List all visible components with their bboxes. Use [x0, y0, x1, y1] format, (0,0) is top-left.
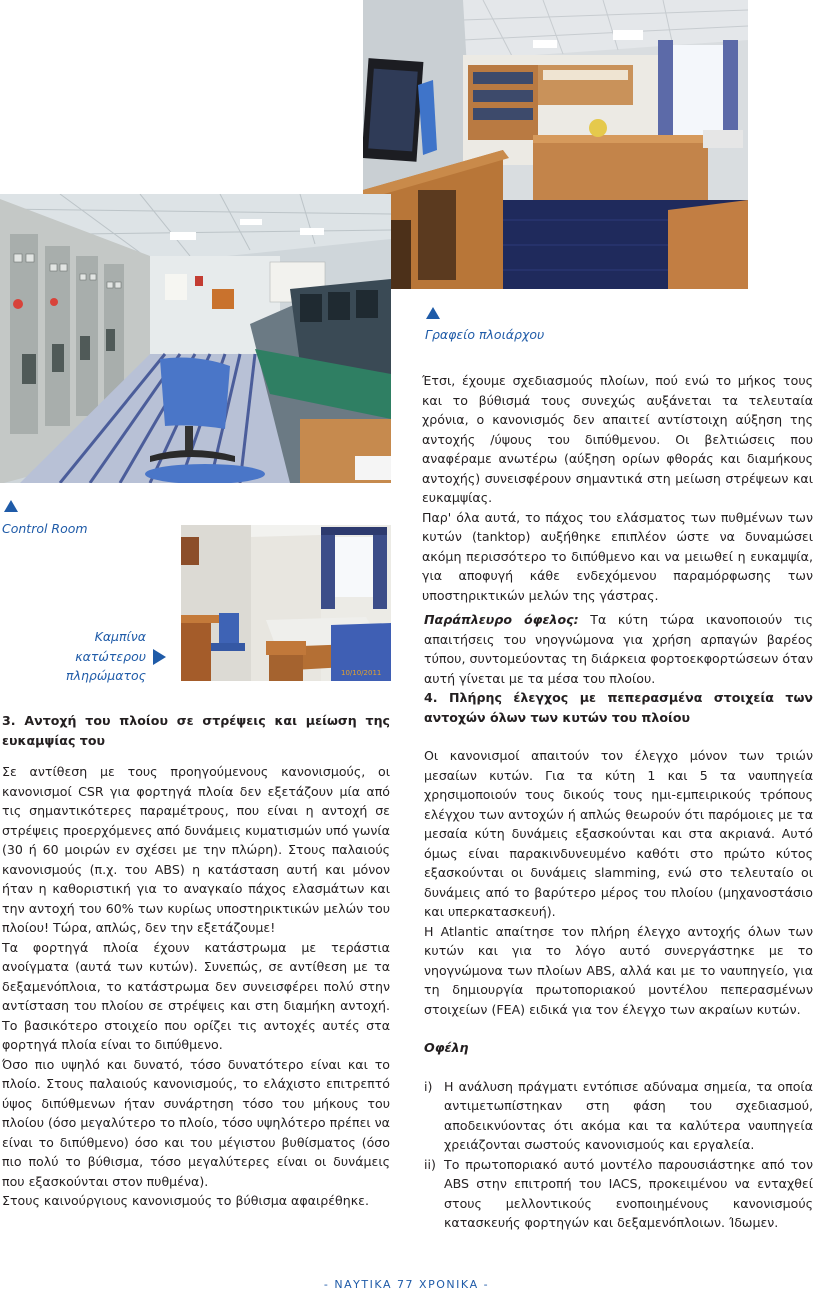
captain-office-caption: Γραφείο πλοιάρχου — [425, 327, 545, 342]
paragraph: Έτσι, έχουμε σχεδιασμούς πλοίων, πού ενώ το μήκος τους και το βύθισμά τους συνεχώς αυξάνεται τα τελευταία χρόνια, ο κανονισμός δεν απαιτεί αντίστοιχη αύξηση της αντοχής /ύψους του διπύθμενου. Οι βελτιώσεις που αναφέραμε ανωτέρω (αύξηση ορίων φθοράς και διαμήκους αντοχής) συνεισφέρουν σημαντικά στη μείωση στρέψεων και ευκαμψίας. — [422, 373, 813, 505]
section-3-heading: 3. Αντοχή του πλοίου σε στρέψεις και μείωση της ευκαμψίας του — [2, 713, 390, 748]
captain-office-photo — [363, 0, 748, 289]
paragraph: Τα φορτηγά πλοία έχουν κατάστρωμα με τεράστια ανοίγματα (αυτά των κυτών). Συνεπώς, σε αντίθεση με τα δεξαμενόπλοια, το κατάστρωμα δεν συνεισφέρει πολύ στην αντίσταση του πλοίου σε στρέψεις και στη διαμήκη αντοχή. Το βασικότερο στοιχείο που ορίζει τις αντοχές αυτές στα φορτηγά πλοία είναι το διπύθμενο. — [2, 939, 390, 1052]
paragraph: Στους καινούργιους κανονισμούς το βύθισμα αφαιρέθηκε. — [2, 1193, 369, 1208]
paragraph: Παρ' όλα αυτά, το πάχος του ελάσματος των πυθμένων των κυτών (tanktop) αυξήθηκε επιπλέον ώστε να δυναμώσει ακόμη περισσότερο το διπύθμενο και να μειωθεί η ευκαμψία, για αποφυγή κάθε ενδεχόμενου παραμόρφωσης των υποστηρικτικών μελών της γάστρας. — [422, 509, 813, 603]
list-item-number: ii) — [424, 1156, 436, 1172]
benefits-list — [424, 1077, 813, 1233]
crew-cabin-caption-line: Καμπίνα — [94, 629, 146, 644]
caption-marker-icon — [153, 649, 166, 665]
list-item-text: Το πρωτοποριακό αυτό μοντέλο παρουσιάστηκε από τον ABS στην επιτροπή του IACS, προκειμένου να ενταχθεί στους μελλοντικούς ενοποιημένους κανονισμούς κατασκευής φορτηγών και δεξαμενόπλοιων. Ίδωμεν. — [444, 1156, 813, 1230]
side-benefit-label: Παράπλευρο όφελος: — [424, 612, 579, 627]
right-column-text — [424, 610, 813, 1233]
paragraph: Σε αντίθεση με τους προηγούμενους κανονισμούς, οι κανονισμοί CSR για φορτηγά πλοία δεν εξετάζουν μία από τις σημαντικότερες παραμέτρους, που είναι η αντοχή σε στρέψεις προερχόμενες από δυνάμεις κυματισμών υπό γωνία (30 ή 60 μοιρών εν σχέσει με την πλώρη). Στους παλαιούς κανονισμούς (π.χ. του ABS) η κατάσταση αυτή και μόνον ήταν η καθοριστική για το αναγκαίο πάχος ελασμάτων και την αντοχή του 60% των κυρίως υποστηρικτικών μελών του πλοίου! Τώρα, απλώς, δεν την εξετάζουμε! — [2, 764, 390, 935]
paragraph: Όσο πιο υψηλό και δυνατό, τόσο δυνατότερο είναι και το πλοίο. Στους παλαιούς κανονισμούς, το ελάχιστο επιτρεπτό ύψος διπύθμενων ήταν συνάρτηση τόσο του μήκους του πλοίου (όσο μεγαλύτερο το πλοίο, τόσο υψηλότερο πρέπει να είναι το διπύθμενο) όσο και του μέγιστου βυθίσματος (όσο πιο πολύ το βύθισμα, τόσο μεγαλύτερες είναι οι δυνάμεις που εξασκούνται στον πυθμένα). — [2, 1056, 390, 1189]
right-top-text — [422, 371, 813, 605]
photo-timestamp: 10/10/2011 — [341, 669, 382, 677]
control-room-photo — [0, 194, 391, 483]
caption-marker-icon — [4, 500, 18, 512]
crew-cabin-caption-line: κατώτερου — [75, 648, 146, 664]
crew-cabin-photo — [181, 525, 391, 681]
list-item — [424, 1077, 813, 1155]
page-footer: - ΝΑΥΤΙΚΑ 77 ΧΡΟΝΙΚΑ - — [323, 1278, 490, 1291]
benefits-heading: Οφέλη — [424, 1040, 469, 1055]
list-item-number: i) — [424, 1078, 433, 1094]
paragraph: Οι κανονισμοί απαιτούν τον έλεγχο μόνον των τριών μεσαίων κυτών. Για τα κύτη 1 και 5 τα ναυπηγεία χρησιμοποιούν τους δικούς τους ημι-εμπειρικούς τρόπους ελέγχου των αντοχών ή απλώς θεωρούν ότι παρόμοιες με τα μεσαία κύτη δυνάμεις εξασκούνται και στα ακριανά. Αυτό όμως είναι παρακινδυνευμένο καθότι στο πρώτο κύτος εξασκούνται οι δυνάμεις slamming, ενώ στο τελευταίο οι δυνάμεις από το βαρύτερο μέρος του πλοίου (μηχανοστάσιο και υπερκατασκευή). — [424, 748, 813, 919]
crew-cabin-caption — [60, 627, 146, 686]
section-4-heading: 4. Πλήρης έλεγχος με πεπερασμένα στοιχεία των αντοχών όλων των κυτών του πλοίου — [424, 690, 813, 725]
spacer — [424, 1019, 813, 1038]
spacer — [424, 1058, 813, 1077]
crew-cabin-caption-line: πληρώματος — [66, 668, 146, 683]
side-benefit-paragraph — [424, 610, 813, 688]
caption-marker-icon — [426, 307, 440, 319]
list-item-text: Η ανάλυση πράγματι εντόπισε αδύναμα σημεία, τα οποία αντιμετωπίστηκαν στη φάση του σχεδιασμού, αποδεικνύοντας ότι ακόμα και τα καλύτερα ναυπηγεία χρειάζονται σωστούς κανονισμούς και εργαλεία. — [444, 1078, 813, 1152]
left-column-text — [2, 711, 390, 1211]
spacer — [2, 750, 390, 762]
side-benefit-text: Τα κύτη τώρα ικανοποιούν τις απαιτήσεις του νηογνώμονα για χρήση αρπαγών βαρέος τύπου, συντομεύοντας τη διάρκεια φορτοεκφορτώσεων όταν αυτή γίνεται με τα μέσα του πλοίου. — [424, 612, 813, 686]
paragraph: Η Atlantic απαίτησε τον πλήρη έλεγχο αντοχής όλων των κυτών και για το λόγο αυτό συνεργάστηκε με το νηογνώμονα των πλοίων ABS, αλλά και με το ναυπηγείο, για τη δημιουργία πρωτοποριακού μοντέλου πεπερασμένων στοιχείων (FEA) ειδικά για τον έλεγχο των ακραίων κυτών. — [424, 923, 813, 1017]
control-room-caption: Control Room — [2, 521, 88, 536]
spacer — [424, 727, 813, 746]
list-item — [424, 1155, 813, 1233]
